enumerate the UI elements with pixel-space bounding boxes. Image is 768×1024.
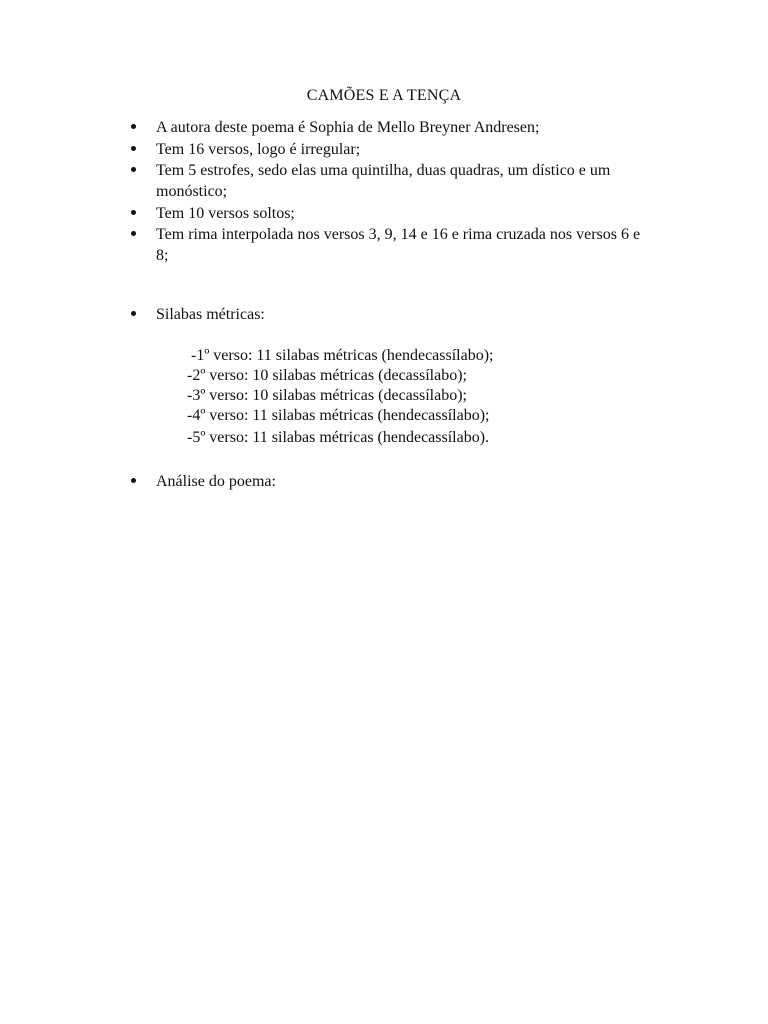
metric-line: -5º verso: 11 silabas métricas (hendecassílabo). — [187, 429, 490, 446]
bullet-icon — [131, 471, 136, 492]
list-item-text: Silabas métricas: — [156, 306, 265, 323]
bullet-icon — [131, 160, 136, 181]
metric-line: -1º verso: 11 silabas métricas (hendecassílabo); — [191, 347, 494, 364]
bullet-icon — [131, 304, 136, 325]
metric-line: -2º verso: 10 silabas métricas (decassílabo); — [187, 367, 467, 384]
metric-line: -3º verso: 10 silabas métricas (decassílabo); — [187, 387, 467, 404]
list-item-text: Tem 16 versos, logo é irregular; — [156, 141, 361, 158]
bullet-icon — [131, 139, 136, 160]
list-item-text: Tem rima interpolada nos versos 3, 9, 14 e 16 e rima cruzada nos versos 6 e 8; — [156, 226, 641, 264]
list-item-text: Tem 10 versos soltos; — [156, 205, 295, 222]
bullet-icon — [131, 224, 136, 245]
bullet-icon — [131, 203, 136, 224]
list-item-text: Análise do poema: — [156, 473, 276, 490]
page-title: CAMÕES E A TENÇA — [306, 87, 462, 104]
list-item-text: A autora deste poema é Sophia de Mello Breyner Andresen; — [156, 119, 540, 136]
metric-line: -4º verso: 11 silabas métricas (hendecassílabo); — [187, 407, 490, 424]
list-item-text: Tem 5 estrofes, sedo elas uma quintilha, duas quadras, um dístico e um monóstico; — [156, 162, 611, 200]
bullet-icon — [131, 117, 136, 138]
